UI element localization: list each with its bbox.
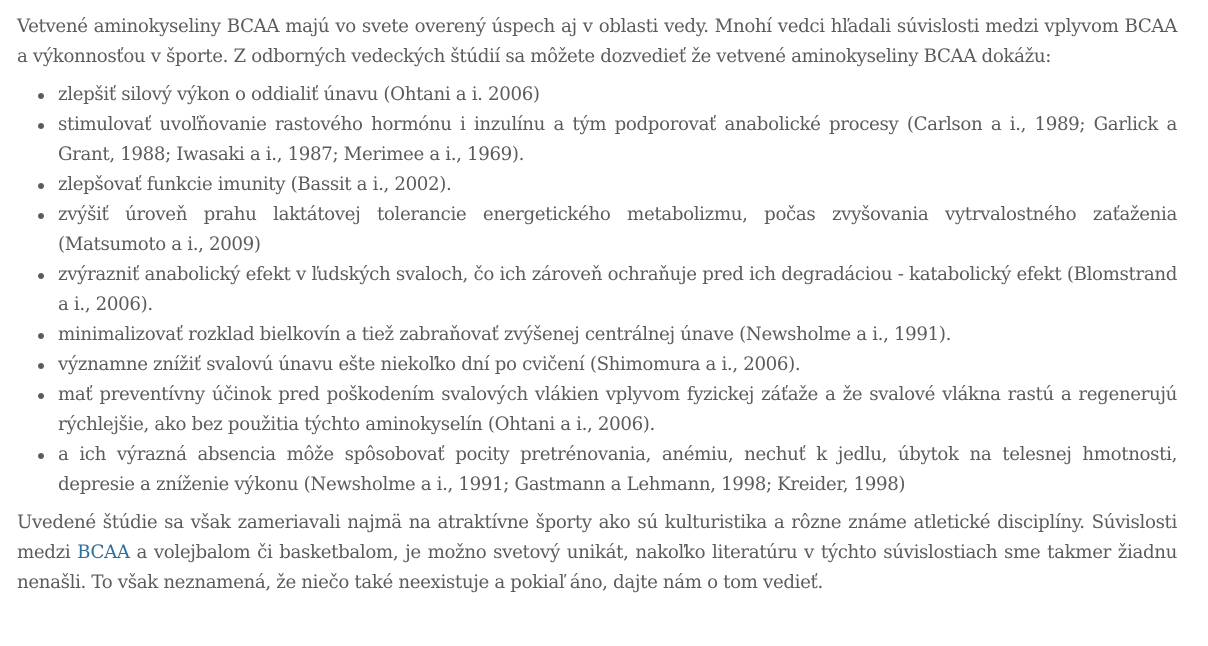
intro-paragraph: Vetvené aminokyseliny BCAA majú vo svete overený úspech aj v oblasti vedy. Mnohí vedci hľadali súvislosti medzi vplyvom BCAA a výkonnosťou v športe. Z odborných vedeckých štúdií sa môžete dozvedieť že vetvené aminokyseliny BCAA dokážu: bbox=[17, 16, 1177, 67]
list-item: zvýšiť úroveň prahu laktátovej tolerancie energetického metabolizmu, počas zvyšovania vytrvalostného zaťaženia (Matsumoto a i., 2009) bbox=[58, 200, 1177, 260]
outro-text-end: a volejbalom či basketbalom, je možno svetový unikát, nakoľko literatúru v týchto súvislostiach sme takmer žiadnu nenašli. To však neznamená, že niečo také neexistuje a pokiaľ áno, dajte nám o tom vedieť. bbox=[17, 542, 1178, 593]
list-item: a ich výrazná absencia môže spôsobovať pocity pretrénovania, anémiu, nechuť k jedlu, úbytok na telesnej hmotnosti, depresie a zníženie výkonu (Newsholme a i., 1991; Gastmann a Lehmann, 1998; Kreider, 1998) bbox=[58, 440, 1177, 500]
article-body bbox=[17, 12, 1177, 598]
outro-text-start: Uvedené štúdie sa však zameriavali najmä na atraktívne športy ako sú kulturistika a rôzne známe atletické disciplíny. Súvislosti medzi bbox=[17, 512, 1177, 563]
list-item: stimulovať uvoľňovanie rastového hormónu i inzulínu a tým podporovať anabolické procesy (Carlson a i., 1989; Garlick a Grant, 1988; Iwasaki a i., 1987; Merimee a i., 1969). bbox=[58, 110, 1177, 170]
list-item: mať preventívny účinok pred poškodením svalových vlákien vplyvom fyzickej záťaže a že svalové vlákna rastú a regenerujú rýchlejšie, ako bez použitia týchto aminokyselín (Ohtani a i., 2006). bbox=[58, 380, 1177, 440]
bcaa-link[interactable]: BCAA bbox=[77, 542, 130, 563]
list-item: zlepšovať funkcie imunity (Bassit a i., 2002). bbox=[58, 170, 1177, 200]
list-item: minimalizovať rozklad bielkovín a tiež zabraňovať zvýšenej centrálnej únave (Newsholme a i., 1991). bbox=[58, 320, 1177, 350]
list-item: zvýrazniť anabolický efekt v ľudských svaloch, čo ich zároveň ochraňuje pred ich degradáciou - katabolický efekt (Blomstrand a i., 2006). bbox=[58, 260, 1177, 320]
outro-paragraph bbox=[17, 508, 1177, 598]
benefits-list bbox=[17, 80, 1177, 500]
list-item: zlepšiť silový výkon o oddialiť únavu (Ohtani a i. 2006) bbox=[58, 80, 1177, 110]
list-item: významne znížiť svalovú únavu ešte niekoľko dní po cvičení (Shimomura a i., 2006). bbox=[58, 350, 1177, 380]
